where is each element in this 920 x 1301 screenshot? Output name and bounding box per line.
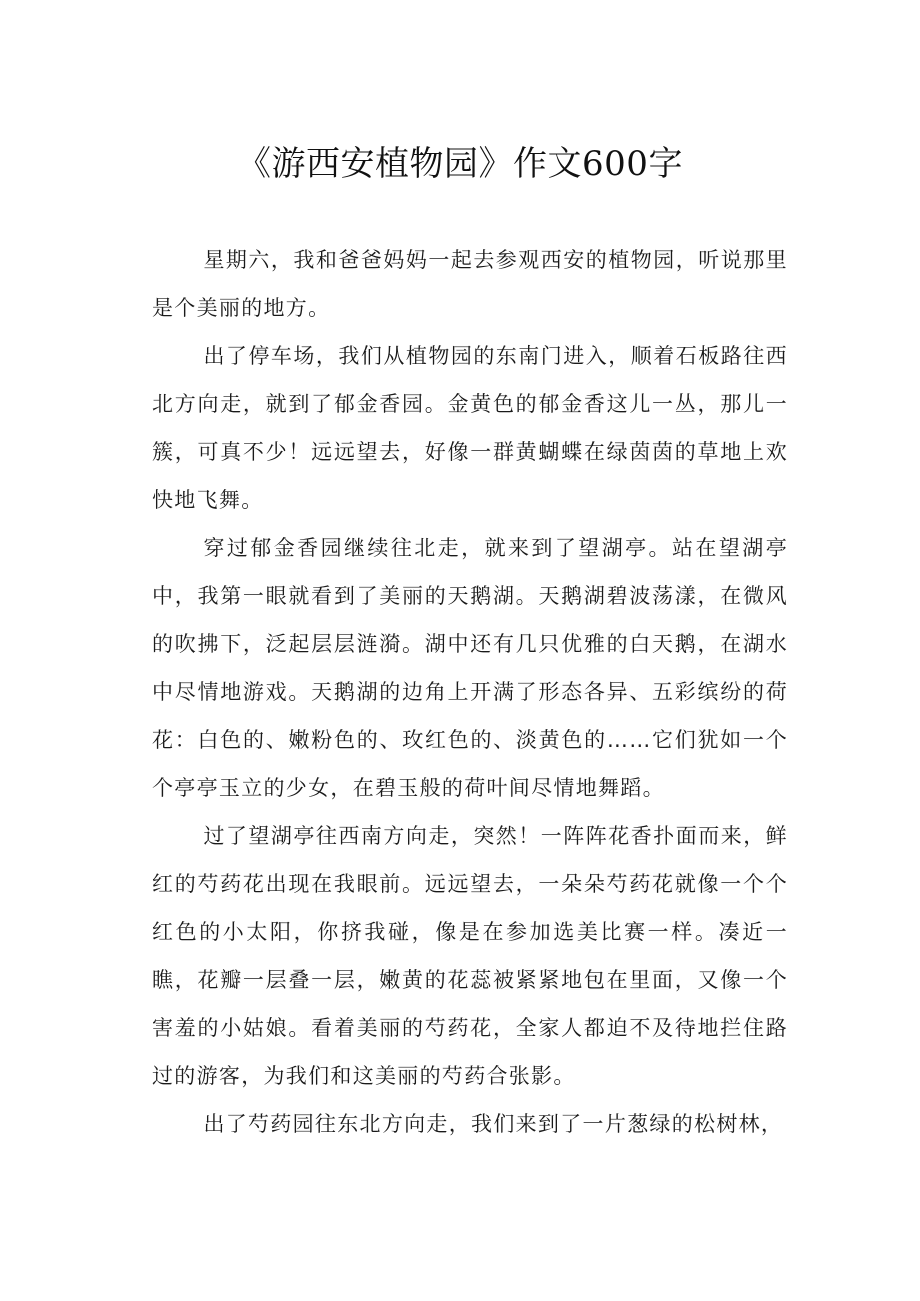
paragraph: 穿过郁金香园继续往北走，就来到了望湖亭。站在望湖亭中，我第一眼就看到了美丽的天鹅湖。天鹅湖碧波荡漾，在微风的吹拂下，泛起层层涟漪。湖中还有几只优雅的白天鹅，在湖水中尽情地游戏。天鹅湖的边角上开满了形态各异、五彩缤纷的荷花：白色的、嫩粉色的、玫红色的、淡黄色的……它们犹如一个个亭亭玉立的少女，在碧玉般的荷叶间尽情地舞蹈。 bbox=[152, 536, 788, 800]
paragraph: 出了停车场，我们从植物园的东南门进入，顺着石板路往西北方向走，就到了郁金香园。金黄色的郁金香这儿一丛，那儿一簇，可真不少！远远望去，好像一群黄蝴蝶在绿茵茵的草地上欢快地飞舞。 bbox=[152, 344, 788, 512]
paragraph: 出了芍药园往东北方向走，我们来到了一片葱绿的松树林， bbox=[203, 1112, 784, 1136]
paragraph: 星期六，我和爸爸妈妈一起去参观西安的植物园，听说那里是个美丽的地方。 bbox=[152, 248, 788, 320]
paragraph: 过了望湖亭往西南方向走，突然！一阵阵花香扑面而来，鲜红的芍药花出现在我眼前。远远望去，一朵朵芍药花就像一个个红色的小太阳，你挤我碰，像是在参加选美比赛一样。凑近一瞧，花瓣一层叠一层，嫩黄的花蕊被紧紧地包在里面，又像一个害羞的小姑娘。看着美丽的芍药花，全家人都迫不及待地拦住路过的游客，为我们和这美丽的芍药合张影。 bbox=[152, 824, 788, 1088]
document-body bbox=[152, 236, 788, 1148]
document-title: 《游西安植物园》作文600字 bbox=[237, 144, 683, 184]
